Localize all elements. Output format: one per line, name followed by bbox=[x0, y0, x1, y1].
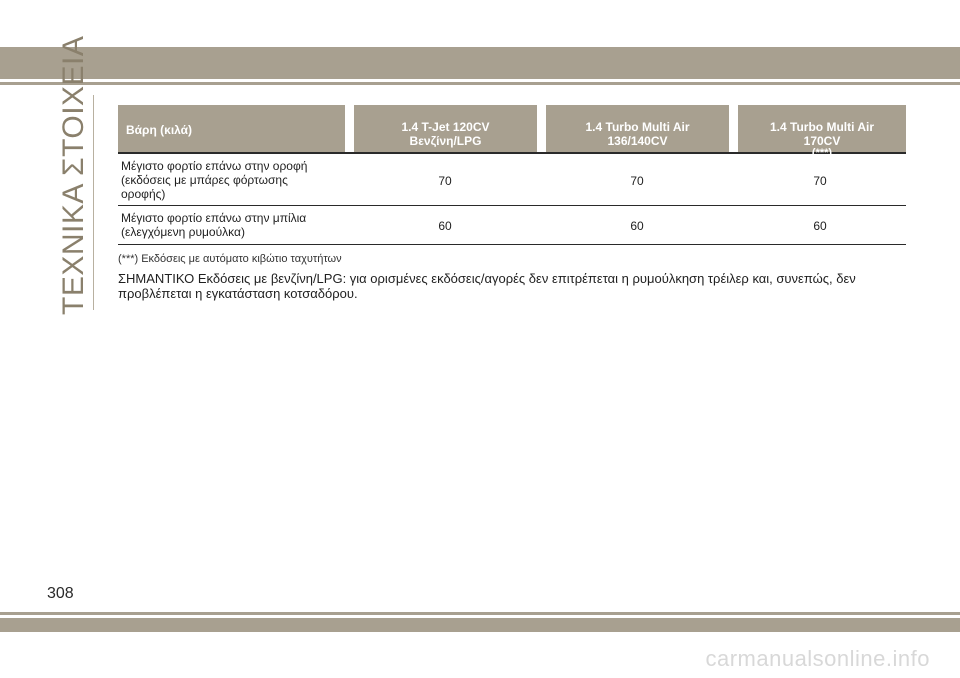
cell-value: 70 bbox=[438, 174, 452, 188]
header-band bbox=[0, 47, 960, 79]
cell-value: 60 bbox=[438, 219, 452, 233]
footnote: (***) Εκδόσεις με αυτόματο κιβώτιο ταχυτήτων bbox=[118, 253, 342, 265]
weights-table bbox=[118, 105, 906, 245]
header-tjet-120: 1.4 T-Jet 120CV Βενζίνη/LPG bbox=[354, 105, 537, 152]
important-note: ΣΗΜΑΝΤΙΚΟ Εκδόσεις με βενζίνη/LPG: για ορισμένες εκδόσεις/αγορές δεν επιτρέπεται η ρυμούλκηση τρέιλερ και, συνεπώς, δεν προβλέπεται η εγκατάσταση κοτσαδόρου. bbox=[118, 271, 856, 301]
section-divider bbox=[93, 95, 94, 310]
header-multiair-136: 1.4 Turbo Multi Air 136/140CV bbox=[546, 105, 729, 152]
table-row bbox=[118, 154, 906, 206]
cell-value: 60 bbox=[630, 219, 644, 233]
page-number: 308 bbox=[47, 585, 74, 602]
header-multiair-170: 1.4 Turbo Multi Air 170CV (***) bbox=[738, 105, 906, 152]
footer-band bbox=[0, 618, 960, 632]
header-rule bbox=[0, 82, 960, 85]
watermark: carmanualsonline.info bbox=[705, 646, 930, 671]
cell-value: 60 bbox=[813, 219, 827, 233]
cell-value: 70 bbox=[813, 174, 827, 188]
row-label: Μέγιστο φορτίο επάνω στην μπίλια (ελεγχόμενη ρυμούλκα) bbox=[121, 211, 307, 239]
table-row bbox=[118, 206, 906, 245]
header-weights: Βάρη (κιλά) bbox=[118, 105, 345, 152]
table-header bbox=[118, 105, 906, 159]
cell-value: 70 bbox=[630, 174, 644, 188]
row-label: Μέγιστο φορτίο επάνω στην οροφή (εκδόσεις με μπάρες φόρτωσης οροφής) bbox=[121, 159, 308, 201]
footer-rule bbox=[0, 612, 960, 615]
section-title: ΤΕΧΝΙΚΑ ΣΤΟΙΧΕΙΑ bbox=[57, 35, 90, 315]
